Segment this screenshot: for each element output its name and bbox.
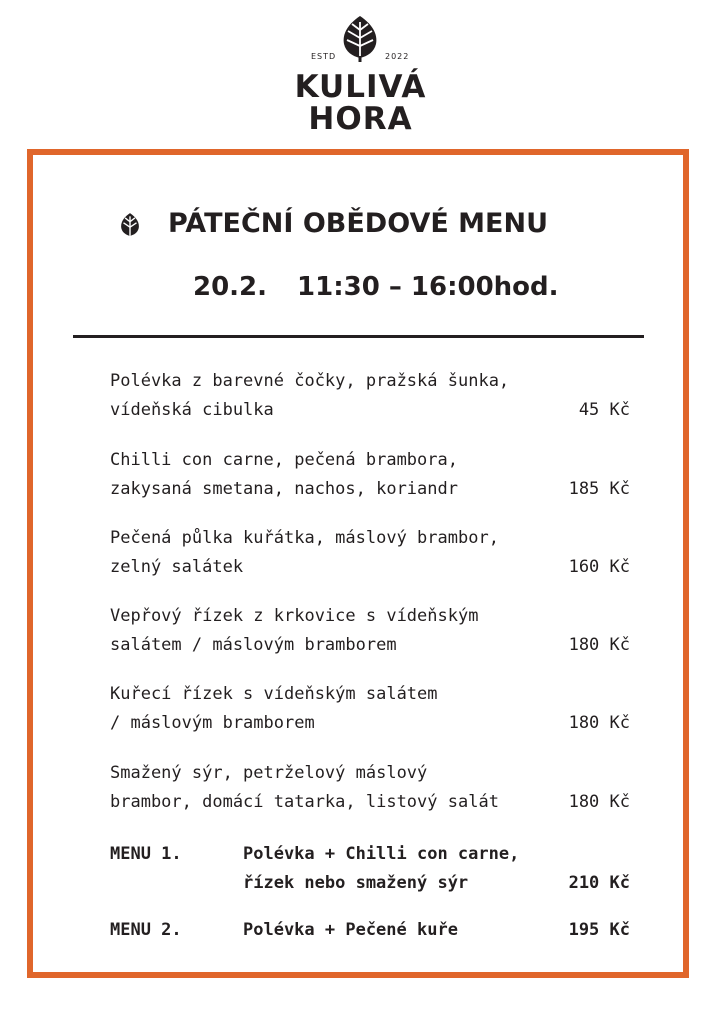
leaf-icon	[118, 212, 142, 238]
item-line1: Kuřecí řízek s vídeňským salátem	[110, 684, 438, 704]
menu-date-time	[193, 272, 559, 302]
combo-menu-2	[110, 916, 630, 945]
combo-line2: řízek nebo smažený sýr	[243, 873, 469, 893]
menu-item	[110, 602, 630, 660]
item-price: 160 Kč	[568, 557, 630, 577]
item-line1: Chilli con carne, pečená brambora,	[110, 450, 458, 470]
logo-name-line2: HORA	[308, 101, 413, 137]
menu-item	[110, 524, 630, 582]
item-price: 45 Kč	[578, 400, 630, 420]
menu-date: 20.2.	[193, 272, 268, 302]
item-price: 180 Kč	[568, 792, 630, 812]
menu-item	[110, 759, 630, 817]
logo-name-line1: KULIVÁ	[294, 69, 427, 105]
item-line2: zelný salátek	[110, 557, 244, 577]
logo	[0, 0, 721, 150]
item-line2: salátem / máslovým bramborem	[110, 635, 397, 655]
menu-item	[110, 367, 630, 425]
combo-line1: Polévka + Pečené kuře	[243, 920, 458, 940]
menu-item	[110, 446, 630, 504]
menu-title: PÁTEČNÍ OBĚDOVÉ MENU	[168, 208, 549, 239]
logo-year: 2022	[385, 52, 410, 61]
item-line1: Vepřový řízek z krkovice s vídeňským	[110, 606, 479, 626]
item-price: 180 Kč	[568, 635, 630, 655]
item-line1: Pečená půlka kuřátka, máslový brambor,	[110, 528, 499, 548]
combo-menu-1	[110, 840, 630, 898]
item-line1: Smažený sýr, petrželový máslový	[110, 763, 428, 783]
logo-estd: ESTD	[311, 52, 337, 61]
item-price: 180 Kč	[568, 713, 630, 733]
combo-price: 195 Kč	[568, 920, 630, 940]
combo-description	[243, 840, 519, 898]
item-line2: vídeňská cibulka	[110, 400, 274, 420]
item-line2: / máslovým bramborem	[110, 713, 315, 733]
item-line1: Polévka z barevné čočky, pražská šunka,	[110, 371, 510, 391]
leaf-logo-icon	[338, 14, 382, 62]
menu-time: 11:30 – 16:00hod.	[297, 272, 559, 302]
divider	[73, 335, 644, 338]
item-line2: zakysaná smetana, nachos, koriandr	[110, 479, 458, 499]
combo-description	[243, 916, 458, 945]
menu-item	[110, 680, 630, 738]
combo-line1: Polévka + Chilli con carne,	[243, 844, 520, 864]
item-price: 185 Kč	[568, 479, 630, 499]
item-line2: brambor, domácí tatarka, listový salát	[110, 792, 499, 812]
combo-label: MENU 2.	[110, 920, 182, 940]
combo-price: 210 Kč	[568, 873, 630, 893]
combo-label: MENU 1.	[110, 844, 182, 864]
